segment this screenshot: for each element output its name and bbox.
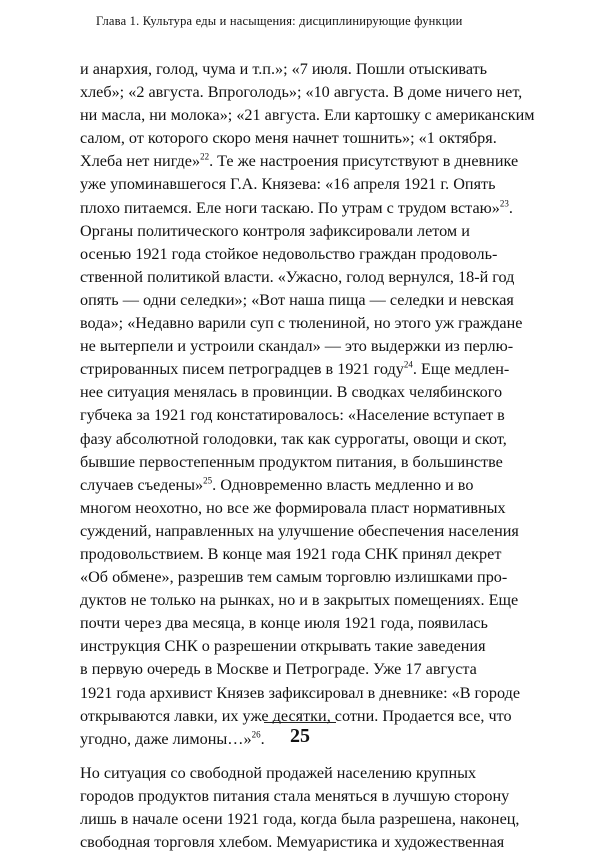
footnote-ref[interactable]: 24: [403, 359, 413, 370]
text-line: [80, 612, 520, 635]
text-line: [80, 312, 523, 335]
text-line: [80, 173, 520, 196]
line-text: нее ситуация менялась в провинции. В сводках челябинского: [80, 383, 503, 402]
line-text: угодно, даже лимоны…»: [80, 729, 252, 748]
text-line: [80, 428, 520, 451]
line-text: лишь в начале осени 1921 года, когда была разрешена, наконец,: [80, 810, 520, 828]
line-text-continued: . Одновременно власть медленно и во: [212, 475, 474, 494]
text-line: [80, 808, 520, 831]
text-line: [80, 566, 520, 589]
text-line: [80, 58, 520, 81]
line-text: продовольствием. В конце мая 1921 года СНК принял декрет: [80, 544, 502, 563]
text-line: [80, 243, 520, 266]
text-line: [80, 197, 520, 220]
text-line: [80, 266, 520, 289]
line-text: «Об обмене», разрешив тем самым торговлю излишками про-: [80, 568, 508, 587]
line-text-continued: . Те же настроения присутствуют в дневнике: [209, 152, 519, 171]
line-text: губчека за 1921 год констатировалось: «Население вступает в: [80, 406, 505, 425]
text-line: [80, 451, 520, 474]
footnote-ref[interactable]: 25: [203, 475, 213, 486]
line-text: осенью 1921 года стойкое недовольство граждан продоволь-: [80, 244, 498, 263]
paragraph-gap: [80, 751, 520, 762]
line-text: вода»; «Недавно варили суп с тюлениной, но этого уж граждане: [80, 314, 523, 333]
text-line: [80, 762, 520, 785]
line-text: салом, от которого скоро меня начнет тошнить»; «1 октября.: [80, 129, 497, 148]
text-line: [80, 289, 520, 312]
line-text: случаев съедены»: [80, 475, 204, 494]
text-line: [80, 220, 520, 243]
line-text: открываются лавки, их уже десятки, сотни. Продается все, что: [80, 706, 512, 725]
line-text: свободная торговля хлебом. Мемуаристика и художественная: [80, 833, 505, 852]
line-text: стрированных писем петроградцев в 1921 году: [80, 360, 404, 379]
text-line: [80, 150, 520, 173]
footer-rule: [264, 722, 336, 723]
footnote-ref[interactable]: 26: [251, 729, 261, 740]
line-text: ни масла, ни молока»; «21 августа. Ели картошку с американским: [80, 106, 535, 125]
line-text: ственной политикой власти. «Ужасно, голод вернулся, 18-й год: [80, 267, 515, 286]
line-text: плохо питаемся. Еле ноги таскаю. По утрам с трудом встаю»: [80, 198, 500, 217]
page-number: 25: [290, 725, 310, 747]
line-text: многом неохотно, но все же формировала пласт нормативных: [80, 498, 506, 517]
text-line: [80, 474, 520, 497]
text-line: [80, 831, 520, 854]
line-text: Но ситуация со свободной продажей населению крупных: [80, 763, 477, 782]
line-text: и анархия, голод, чума и т.п.»; «7 июля. Пошли отыскивать: [80, 60, 488, 78]
text-line: [80, 497, 520, 520]
line-text: 1921 года архивист Князев зафиксировал в дневнике: «В городе: [80, 683, 521, 702]
line-text: опять — одни селедки»; «Вот наша пища — селедки и невская: [80, 290, 514, 309]
text-line: [80, 358, 520, 381]
footnote-ref[interactable]: 22: [200, 151, 210, 162]
line-text: суждений, направленных на улучшение обеспечения населения: [80, 521, 519, 540]
text-line: [80, 104, 535, 127]
line-text: Органы политического контроля зафиксировали летом и: [80, 221, 470, 240]
line-text: городов продуктов питания стала меняться в лучшую сторону: [80, 786, 510, 805]
text-line: [80, 81, 523, 104]
paragraph-2: [80, 762, 520, 854]
paragraph-1: [80, 58, 535, 751]
line-text: уже упоминавшегося Г.А. Князева: «16 апреля 1921 г. Опять: [80, 175, 496, 194]
text-line: [80, 682, 520, 705]
line-text: не вытерпели и устроили скандал» — это выдержки из перлю-: [80, 337, 514, 356]
line-text: дуктов не только на рынках, но и в закрытых помещениях. Еще: [80, 591, 519, 610]
line-text-continued: .: [508, 198, 513, 217]
line-text: хлеб»; «2 августа. Впроголодь»; «10 августа. В доме ничего нет,: [80, 83, 523, 102]
line-text: бывшие первостепенным продуктом питания, в большинстве: [80, 452, 503, 471]
line-text: почти через два месяца, в конце июля 1921 года, появилась: [80, 614, 488, 633]
text-line: [80, 381, 520, 404]
line-text: инструкция СНК о разрешении открывать такие заведения: [80, 637, 486, 656]
text-line: [80, 127, 520, 150]
line-text: в первую очередь в Москве и Петрограде. Уже 17 августа: [80, 660, 477, 679]
text-line: [80, 785, 520, 808]
line-text: Хлеба нет нигде»: [80, 152, 201, 171]
text-line: [80, 543, 520, 566]
footnote-ref[interactable]: 23: [499, 198, 509, 209]
text-line: [80, 658, 520, 681]
line-text: фазу абсолютной голодовки, так как суррогаты, овощи и скот,: [80, 429, 507, 448]
line-text-continued: . Еще медлен-: [412, 360, 510, 379]
text-line: [80, 635, 520, 658]
line-text-continued: .: [260, 729, 265, 748]
text-line: [80, 335, 520, 358]
text-line: [80, 589, 520, 612]
running-header: Глава 1. Культура еды и насыщения: дисциплинирующие функции: [96, 14, 463, 28]
text-line: [80, 520, 520, 543]
text-line: [80, 404, 520, 427]
